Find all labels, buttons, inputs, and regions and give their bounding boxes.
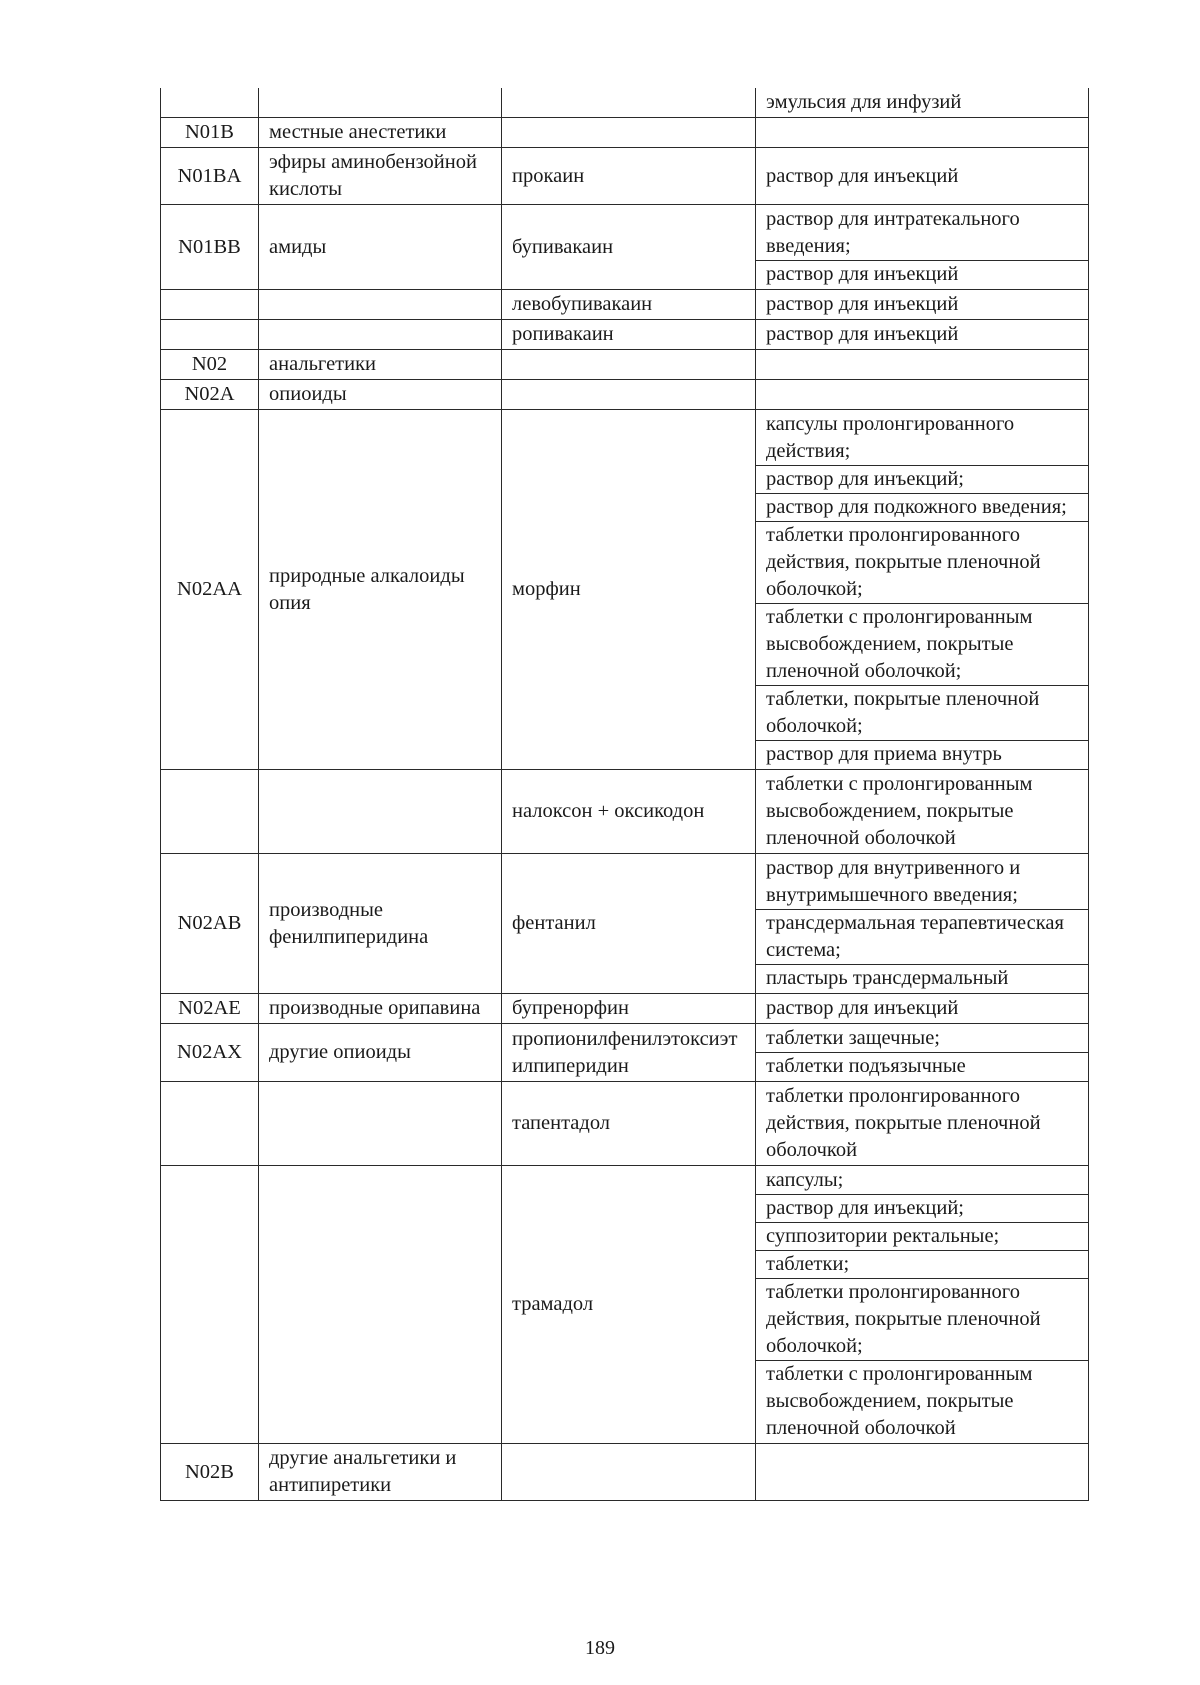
table-row <box>161 1444 1089 1501</box>
dosage-form: таблетки, покрытые пленочной оболочкой; <box>756 685 1088 740</box>
dosage-form: пластырь трансдермальный <box>756 964 1088 992</box>
table-row <box>161 118 1089 148</box>
group-cell: другие анальгетики и антипиретики <box>259 1444 502 1501</box>
table-row <box>161 410 1089 770</box>
forms-cell <box>756 770 1089 854</box>
dosage-form <box>766 119 1078 146</box>
atc-code-cell <box>161 290 259 320</box>
group-cell: местные анестетики <box>259 118 502 148</box>
forms-cell <box>756 290 1089 320</box>
forms-cell <box>756 1166 1089 1444</box>
atc-code-cell: N02AE <box>161 994 259 1024</box>
forms-cell <box>756 854 1089 994</box>
drug-cell: ропивакаин <box>502 320 756 350</box>
forms-cell <box>756 994 1089 1024</box>
drug-table <box>160 88 1089 1501</box>
dosage-form <box>766 1459 1078 1486</box>
table-row <box>161 1024 1089 1082</box>
dosage-form: раствор для приема внутрь <box>756 740 1088 768</box>
atc-code-cell: N02B <box>161 1444 259 1501</box>
table-row <box>161 88 1089 118</box>
atc-code-cell: N01BB <box>161 205 259 290</box>
dosage-form: раствор для инъекций; <box>756 465 1088 493</box>
dosage-form: таблетки пролонгированного действия, покрытые пленочной оболочкой; <box>756 521 1088 603</box>
group-cell: эфиры аминобензойной кислоты <box>259 148 502 205</box>
forms-cell <box>756 1082 1089 1166</box>
group-cell: природные алкалоиды опия <box>259 410 502 770</box>
table-row <box>161 380 1089 410</box>
drug-cell: трамадол <box>502 1166 756 1444</box>
dosage-form: раствор для инъекций <box>756 260 1088 288</box>
dosage-form: раствор для внутривенного и внутримышечного введения; <box>766 857 1021 906</box>
table-row <box>161 205 1089 290</box>
forms-cell <box>756 350 1089 380</box>
atc-code-cell <box>161 1082 259 1166</box>
dosage-form: трансдермальная терапевтическая система; <box>756 909 1088 964</box>
drug-cell: тапентадол <box>502 1082 756 1166</box>
drug-cell: бупивакаин <box>502 205 756 290</box>
dosage-form: таблетки с пролонгированным высвобождением, покрытые пленочной оболочкой; <box>756 603 1088 685</box>
table-row <box>161 994 1089 1024</box>
dosage-form <box>766 381 1078 408</box>
group-cell: производные фенилпиперидина <box>259 854 502 994</box>
group-cell <box>259 1166 502 1444</box>
dosage-form: раствор для инъекций <box>766 997 959 1019</box>
atc-code-cell: N02AA <box>161 410 259 770</box>
drug-cell: налоксон + оксикодон <box>502 770 756 854</box>
group-cell <box>259 770 502 854</box>
drug-cell <box>502 88 756 118</box>
atc-code-cell: N01BA <box>161 148 259 205</box>
forms-cell <box>756 1024 1089 1082</box>
dosage-form: раствор для инъекций; <box>756 1194 1088 1222</box>
group-cell <box>259 1082 502 1166</box>
atc-code-cell: N02AB <box>161 854 259 994</box>
dosage-form: раствор для инъекций <box>766 293 959 315</box>
forms-cell <box>756 380 1089 410</box>
drug-cell: бупренорфин <box>502 994 756 1024</box>
table-row <box>161 148 1089 205</box>
drug-cell <box>502 350 756 380</box>
dosage-form: суппозитории ректальные; <box>756 1222 1088 1250</box>
dosage-form: таблетки; <box>756 1250 1088 1278</box>
forms-cell <box>756 1444 1089 1501</box>
dosage-form: таблетки подъязычные <box>756 1052 1088 1080</box>
group-cell: опиоиды <box>259 380 502 410</box>
atc-code-cell <box>161 770 259 854</box>
drug-cell: пропионилфенилэтоксиэтилпиперидин <box>502 1024 756 1082</box>
group-cell: анальгетики <box>259 350 502 380</box>
dosage-form: раствор для инъекций <box>766 323 959 345</box>
drug-cell: морфин <box>502 410 756 770</box>
group-cell: амиды <box>259 205 502 290</box>
drug-cell <box>502 380 756 410</box>
group-cell: производные орипавина <box>259 994 502 1024</box>
forms-cell <box>756 320 1089 350</box>
drug-cell: прокаин <box>502 148 756 205</box>
dosage-form: раствор для инъекций <box>766 164 959 187</box>
dosage-form: капсулы пролонгированного действия; <box>766 413 1015 462</box>
table-row <box>161 1166 1089 1444</box>
table-row <box>161 290 1089 320</box>
drug-cell <box>502 118 756 148</box>
group-cell <box>259 290 502 320</box>
dosage-form: эмульсия для инфузий <box>766 91 962 113</box>
group-cell <box>259 320 502 350</box>
dosage-form: таблетки с пролонгированным высвобождением, покрытые пленочной оболочкой <box>766 773 1033 849</box>
atc-code-cell <box>161 1166 259 1444</box>
group-cell: другие опиоиды <box>259 1024 502 1082</box>
dosage-form: таблетки защечные; <box>766 1027 940 1049</box>
forms-cell <box>756 88 1089 118</box>
dosage-form: таблетки с пролонгированным высвобождением, покрытые пленочной оболочкой <box>756 1360 1088 1442</box>
table-row <box>161 770 1089 854</box>
atc-code-cell: N02 <box>161 350 259 380</box>
dosage-form: капсулы; <box>766 1169 844 1191</box>
forms-cell <box>756 118 1089 148</box>
forms-cell <box>756 410 1089 770</box>
table-row <box>161 1082 1089 1166</box>
atc-code-cell: N01B <box>161 118 259 148</box>
drug-cell: левобупивакаин <box>502 290 756 320</box>
drug-cell: фентанил <box>502 854 756 994</box>
group-cell <box>259 88 502 118</box>
page-number: 189 <box>585 1637 615 1659</box>
dosage-form: таблетки пролонгированного действия, покрытые пленочной оболочкой <box>766 1085 1041 1161</box>
dosage-form: таблетки пролонгированного действия, покрытые пленочной оболочкой; <box>756 1278 1088 1360</box>
atc-code-cell <box>161 88 259 118</box>
atc-code-cell <box>161 320 259 350</box>
dosage-form: раствор для интратекального введения; <box>766 208 1020 257</box>
dosage-form: раствор для подкожного введения; <box>756 493 1088 521</box>
drug-cell <box>502 1444 756 1501</box>
table-row <box>161 320 1089 350</box>
dosage-form <box>766 351 1078 378</box>
forms-cell <box>756 205 1089 290</box>
atc-code-cell: N02A <box>161 380 259 410</box>
table-row <box>161 854 1089 994</box>
table-row <box>161 350 1089 380</box>
forms-cell <box>756 148 1089 205</box>
atc-code-cell: N02AX <box>161 1024 259 1082</box>
